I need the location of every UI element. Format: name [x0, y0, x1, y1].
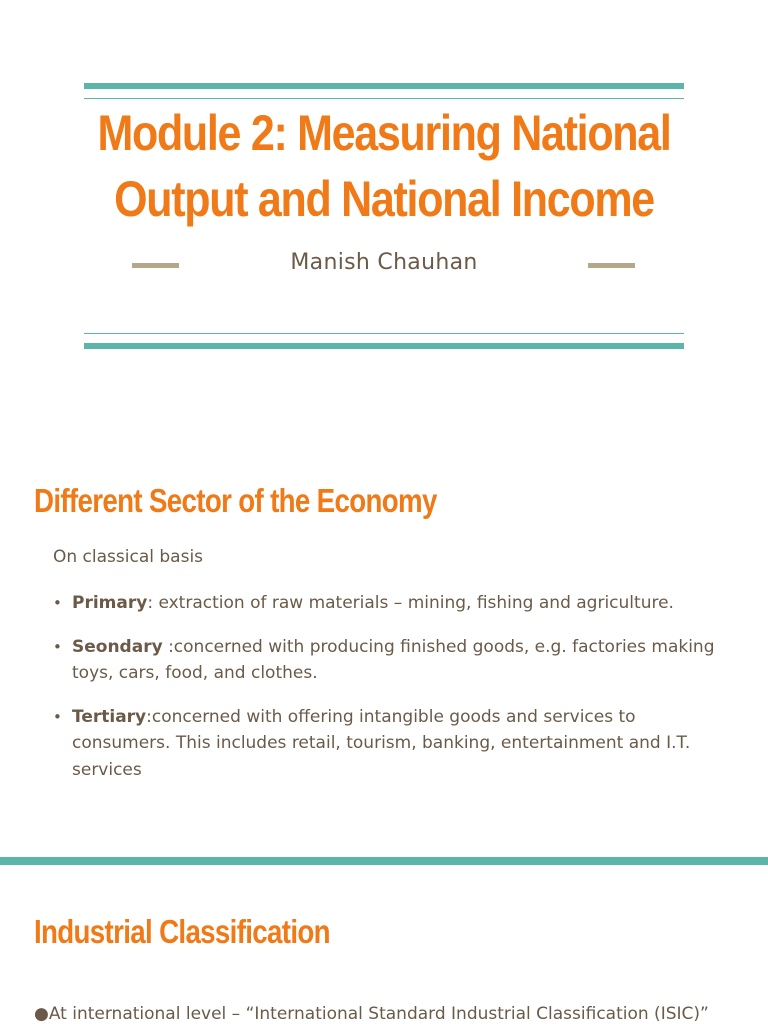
desc-secondary: :concerned with producing finished goods, e.g. factories making toys, cars, food, and clothes.: [72, 636, 715, 683]
isic-text: At international level – “International Standard Industrial Classification (ISIC)”: [48, 1004, 709, 1024]
industrial-slide: [0, 865, 768, 1024]
deck-title-line-1: Module 2: Measuring National: [97, 105, 671, 161]
sectors-heading: Different Sector of the Economy: [34, 482, 437, 519]
bottom-thick-rule: [84, 343, 684, 349]
desc-tertiary: :concerned with offering intangible goods and services to consumers. This includes retail, tourism, banking, entertainment and I.T. services: [72, 706, 691, 780]
bullet-icon: ●: [34, 1004, 49, 1024]
list-item-secondary: [53, 634, 733, 687]
title-slide: [0, 0, 768, 432]
deck-title: [54, 100, 714, 232]
term-primary: Primary: [72, 593, 148, 613]
list-item-tertiary: [53, 704, 733, 784]
term-tertiary: Tertiary: [72, 706, 147, 727]
list-item-primary: [53, 590, 733, 617]
top-thick-rule: [84, 83, 684, 89]
author-name: Manish Chauhan: [290, 250, 478, 275]
desc-primary: : extraction of raw materials – mining, fishing and agriculture.: [147, 593, 674, 613]
deck-title-line-2: Output and National Income: [114, 171, 654, 227]
slide-separator: [0, 857, 768, 865]
sectors-intro: On classical basis: [53, 547, 204, 567]
isic-line: [34, 1004, 768, 1024]
top-thin-rule: [84, 98, 684, 99]
industrial-heading: Industrial Classification: [34, 913, 330, 950]
sector-list: [53, 590, 733, 800]
author-right-dash: [588, 263, 635, 268]
bottom-thin-rule: [84, 333, 684, 334]
term-secondary: Seondary: [72, 636, 163, 657]
sectors-slide: [0, 432, 768, 857]
